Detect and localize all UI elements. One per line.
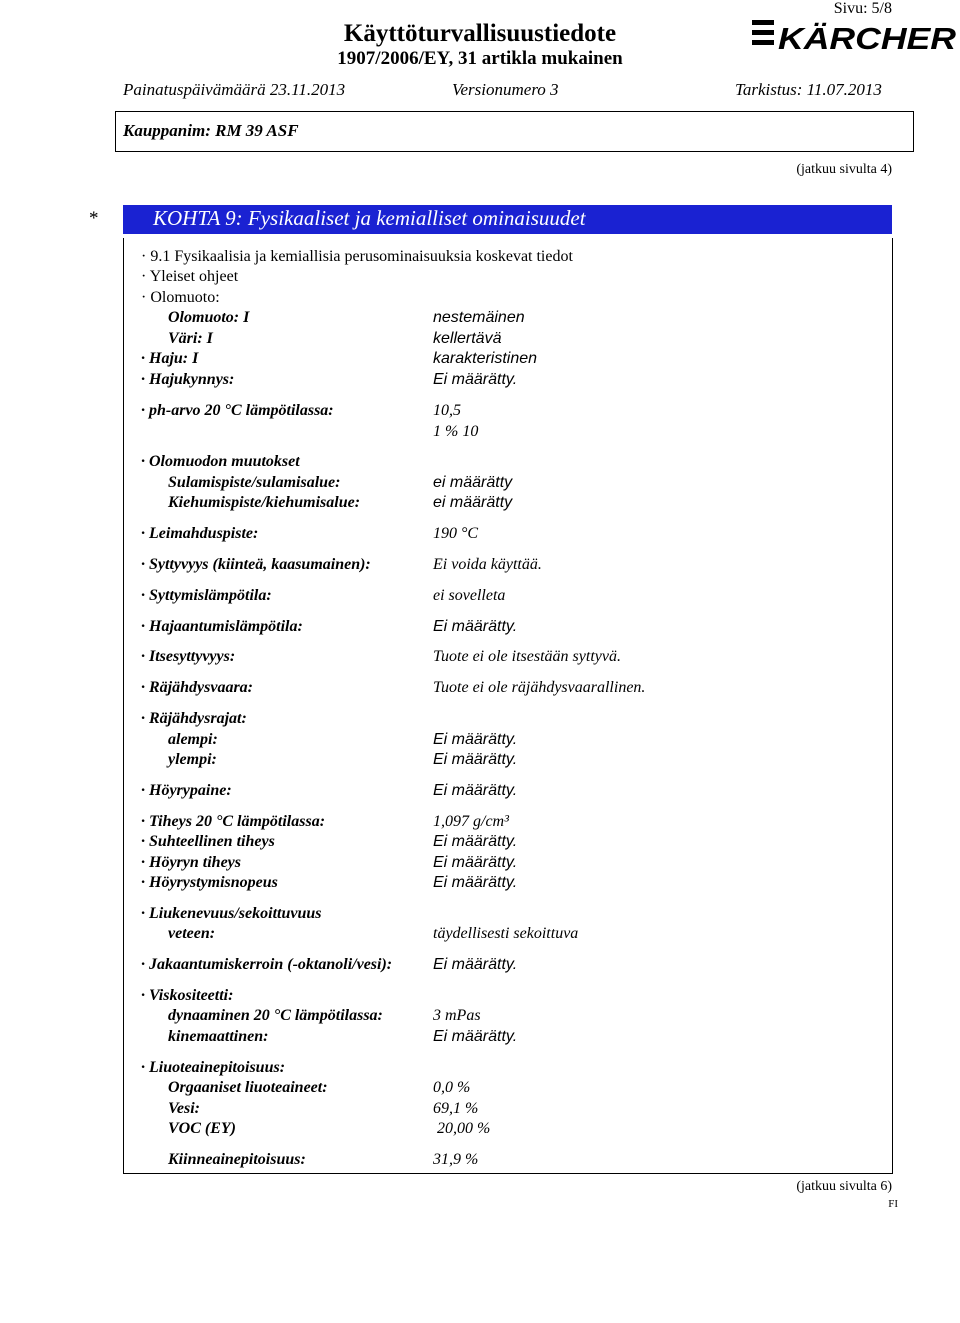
evaporation-rate-value: Ei määrätty. xyxy=(433,874,518,891)
revision-date: Tarkistus: 11.07.2013 xyxy=(735,80,882,99)
trade-name: Kauppanim: RM 39 ASF xyxy=(123,121,299,140)
section-title: KOHTA 9: Fysikaaliset ja kemialliset ominaisuudet xyxy=(153,206,586,230)
vapor-density-value: Ei määrätty. xyxy=(433,854,518,871)
version-number: Versionumero 3 xyxy=(452,80,559,99)
water-solubility-label: veteen: xyxy=(168,925,216,942)
decomposition-temp-value: Ei määrätty. xyxy=(433,618,518,635)
vapor-pressure-label: · Höyrypaine: xyxy=(141,782,232,799)
viscosity-heading: · Viskositeetti: xyxy=(141,987,234,1004)
flammability-value: Ei voida käyttää. xyxy=(433,556,542,573)
flash-point-label: · Leimahduspiste: xyxy=(141,525,259,542)
section-header-bar xyxy=(123,205,892,234)
color-label: Väri: I xyxy=(168,330,213,347)
dynamic-viscosity-value: 3 mPas xyxy=(433,1007,481,1024)
vapor-density-label: · Höyryn tiheys xyxy=(141,854,241,871)
lower-limit-label: alempi: xyxy=(168,731,218,748)
organic-solvents-label: Orgaaniset liuoteaineet: xyxy=(168,1079,328,1096)
odor-threshold-label: · Hajukynnys: xyxy=(141,371,235,388)
melting-point-label: Sulamispiste/sulamisalue: xyxy=(168,474,341,491)
ph-concentration: 1 % 10 xyxy=(433,423,479,440)
form-value: nestemäinen xyxy=(433,309,525,326)
subsection-heading: · 9.1 Fysikaalisia ja kemiallisia perusominaisuuksia koskevat tiedot xyxy=(141,248,573,265)
odor-value: karakteristinen xyxy=(433,350,538,367)
density-value: 1,097 g/cm³ xyxy=(433,813,509,830)
partition-coefficient-label: · Jakaantumiskerroin (-oktanoli/vesi): xyxy=(141,956,393,973)
odor-label: · Haju: I xyxy=(141,350,199,367)
lower-limit-value: Ei määrätty. xyxy=(433,731,518,748)
language-code: FI xyxy=(888,1198,898,1210)
kinematic-viscosity-value: Ei määrätty. xyxy=(433,1028,518,1045)
density-label: · Tiheys 20 °C lämpötilassa: xyxy=(141,813,326,830)
color-value: kellertävä xyxy=(433,330,502,347)
odor-threshold-value: Ei määrätty. xyxy=(433,371,518,388)
self-ignition-value: Tuote ei ole itsestään syttyvä. xyxy=(433,648,621,665)
explosion-hazard-label: · Räjähdysvaara: xyxy=(141,679,253,696)
partition-coefficient-value: Ei määrätty. xyxy=(433,956,518,973)
organic-solvents-value: 0,0 % xyxy=(433,1079,471,1096)
ignition-temp-label: · Syttymislämpötila: xyxy=(141,587,272,604)
ph-value: 10,5 xyxy=(433,402,461,419)
ignition-temp-value: ei sovelleta xyxy=(433,587,506,604)
form-heading: · Olomuoto: xyxy=(141,289,220,306)
water-label: Vesi: xyxy=(168,1100,200,1117)
ph-label: · ph-arvo 20 °C lämpötilassa: xyxy=(141,402,334,419)
relative-density-label: · Suhteellinen tiheys xyxy=(141,833,275,850)
explosion-limits-heading: · Räjähdysrajat: xyxy=(141,710,247,727)
print-date: Painatuspäivämäärä 23.11.2013 xyxy=(123,80,346,99)
karcher-logo xyxy=(752,14,957,56)
vapor-pressure-value: Ei määrätty. xyxy=(433,782,518,799)
voc-value: 20,00 % xyxy=(437,1120,491,1137)
solubility-heading: · Liukenevuus/sekoittuvuus xyxy=(141,905,322,922)
upper-limit-value: Ei määrätty. xyxy=(433,751,518,768)
flash-point-value: 190 °C xyxy=(433,525,479,542)
voc-label: VOC (EY) xyxy=(168,1120,236,1137)
evaporation-rate-label: · Höyrystymisnopeus xyxy=(141,874,278,891)
solids-content-value: 31,9 % xyxy=(433,1151,479,1168)
melting-point-value: ei määrätty xyxy=(433,474,513,491)
upper-limit-label: ylempi: xyxy=(168,751,217,768)
boiling-point-label: Kiehumispiste/kiehumisalue: xyxy=(168,494,361,511)
boiling-point-value: ei määrätty xyxy=(433,494,513,511)
state-change-heading: · Olomuodon muutokset xyxy=(141,453,300,470)
solvent-content-heading: · Liuoteainepitoisuus: xyxy=(141,1059,286,1076)
explosion-hazard-value: Tuote ei ole räjähdysvaarallinen. xyxy=(433,679,646,696)
continued-to: (jatkuu sivulta 6) xyxy=(796,1179,892,1194)
general-info-heading: · Yleiset ohjeet xyxy=(141,268,239,285)
water-solubility-value: täydellisesti sekoittuva xyxy=(433,925,579,942)
page-number: Sivu: 5/8 xyxy=(833,0,892,17)
kinematic-viscosity-label: kinemaattinen: xyxy=(168,1028,269,1045)
dynamic-viscosity-label: dynaaminen 20 °C lämpötilassa: xyxy=(168,1007,383,1024)
continued-from: (jatkuu sivulta 4) xyxy=(796,162,892,177)
self-ignition-label: · Itsesyttyvyys: xyxy=(141,648,236,665)
form-label: Olomuoto: I xyxy=(168,309,250,326)
water-value: 69,1 % xyxy=(433,1100,479,1117)
solids-content-label: Kiinneainepitoisuus: xyxy=(168,1151,306,1168)
flammability-label: · Syttyvyys (kiinteä, kaasumainen): xyxy=(141,556,371,573)
document-subtitle: 1907/2006/EY, 31 artikla mukainen xyxy=(337,48,623,69)
relative-density-value: Ei määrätty. xyxy=(433,833,518,850)
document-title: Käyttöturvallisuustiedote xyxy=(343,20,617,47)
svg-text:KÄRCHER: KÄRCHER xyxy=(778,21,957,56)
decomposition-temp-label: · Hajaantumislämpötila: xyxy=(141,618,303,635)
revision-marker: * xyxy=(89,208,99,229)
